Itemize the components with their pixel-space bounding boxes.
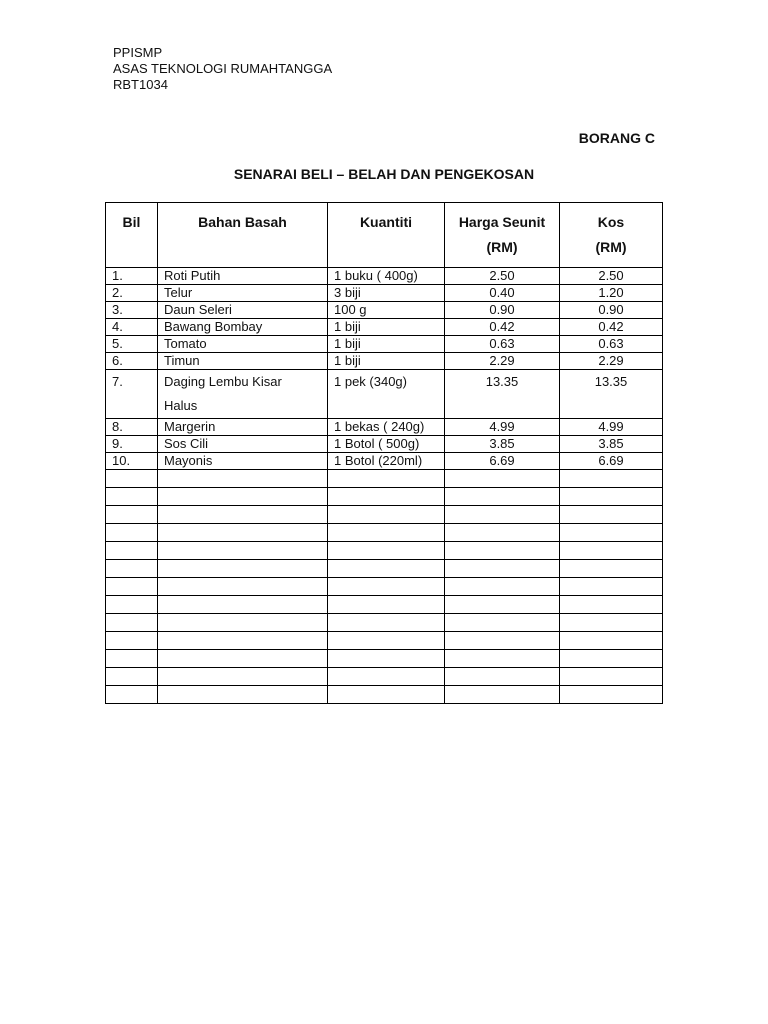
empty-cell — [158, 596, 328, 614]
empty-cell — [445, 686, 560, 704]
table-row — [106, 370, 663, 419]
cell-bahan: Daging Lembu Kisar Halus — [158, 370, 328, 419]
empty-table-row — [106, 668, 663, 686]
cell-kos: 1.20 — [560, 285, 663, 302]
empty-cell — [445, 524, 560, 542]
empty-cell — [158, 632, 328, 650]
cell-bil: 5. — [106, 336, 158, 353]
empty-cell — [328, 686, 445, 704]
cell-harga: 2.29 — [445, 353, 560, 370]
empty-table-row — [106, 632, 663, 650]
cell-bahan: Sos Cili — [158, 436, 328, 453]
empty-cell — [328, 524, 445, 542]
column-header-kuantiti: Kuantiti — [328, 203, 445, 268]
table-row — [106, 353, 663, 370]
document-header — [113, 45, 332, 93]
empty-cell — [158, 650, 328, 668]
cell-kuantiti: 1 biji — [328, 353, 445, 370]
cell-bil: 9. — [106, 436, 158, 453]
empty-cell — [106, 578, 158, 596]
empty-cell — [445, 596, 560, 614]
column-header-kos: Kos (RM) — [560, 203, 663, 268]
empty-cell — [158, 668, 328, 686]
table-row — [106, 336, 663, 353]
cell-kos: 13.35 — [560, 370, 663, 419]
cell-kos: 2.50 — [560, 268, 663, 285]
empty-cell — [106, 650, 158, 668]
column-header-bahan: Bahan Basah — [158, 203, 328, 268]
empty-cell — [106, 632, 158, 650]
empty-cell — [106, 686, 158, 704]
empty-cell — [106, 614, 158, 632]
cell-harga: 4.99 — [445, 419, 560, 436]
cell-harga: 0.90 — [445, 302, 560, 319]
cell-bil: 8. — [106, 419, 158, 436]
empty-cell — [560, 470, 663, 488]
cell-bahan: Daun Seleri — [158, 302, 328, 319]
table-row — [106, 453, 663, 470]
empty-cell — [158, 542, 328, 560]
cell-kuantiti: 1 buku ( 400g) — [328, 268, 445, 285]
empty-cell — [560, 596, 663, 614]
empty-table-row — [106, 560, 663, 578]
form-label: BORANG C — [578, 130, 655, 146]
cell-bil: 2. — [106, 285, 158, 302]
empty-cell — [158, 488, 328, 506]
cell-harga: 0.42 — [445, 319, 560, 336]
page-title: SENARAI BELI – BELAH DAN PENGEKOSAN — [233, 166, 535, 182]
cell-kuantiti: 1 biji — [328, 319, 445, 336]
empty-cell — [106, 488, 158, 506]
empty-table-row — [106, 488, 663, 506]
empty-cell — [445, 542, 560, 560]
empty-cell — [445, 650, 560, 668]
table-row — [106, 268, 663, 285]
empty-cell — [560, 668, 663, 686]
cell-bahan: Mayonis — [158, 453, 328, 470]
empty-cell — [560, 578, 663, 596]
empty-cell — [328, 470, 445, 488]
empty-cell — [328, 632, 445, 650]
empty-cell — [560, 614, 663, 632]
empty-table-row — [106, 596, 663, 614]
empty-cell — [328, 668, 445, 686]
harga-unit: (RM) — [486, 239, 518, 255]
cell-kos: 4.99 — [560, 419, 663, 436]
empty-cell — [158, 578, 328, 596]
cell-kos: 0.90 — [560, 302, 663, 319]
cell-bahan: Telur — [158, 285, 328, 302]
empty-cell — [445, 632, 560, 650]
empty-cell — [445, 506, 560, 524]
empty-cell — [445, 578, 560, 596]
empty-cell — [106, 542, 158, 560]
cell-bil: 3. — [106, 302, 158, 319]
empty-cell — [328, 578, 445, 596]
empty-cell — [328, 542, 445, 560]
empty-cell — [158, 560, 328, 578]
cell-bil: 10. — [106, 453, 158, 470]
cell-kos: 6.69 — [560, 453, 663, 470]
empty-cell — [445, 614, 560, 632]
cell-kuantiti: 3 biji — [328, 285, 445, 302]
empty-cell — [106, 506, 158, 524]
empty-cell — [106, 596, 158, 614]
empty-cell — [560, 506, 663, 524]
cell-harga: 2.50 — [445, 268, 560, 285]
table-row — [106, 285, 663, 302]
empty-cell — [328, 614, 445, 632]
empty-table-row — [106, 578, 663, 596]
empty-cell — [158, 686, 328, 704]
empty-cell — [328, 488, 445, 506]
shopping-list-table — [105, 202, 663, 704]
empty-cell — [445, 470, 560, 488]
table-row — [106, 319, 663, 336]
empty-cell — [328, 596, 445, 614]
cell-kuantiti: 1 biji — [328, 336, 445, 353]
empty-table-row — [106, 524, 663, 542]
empty-table-row — [106, 686, 663, 704]
empty-cell — [445, 668, 560, 686]
cell-bil: 4. — [106, 319, 158, 336]
cell-bil: 1. — [106, 268, 158, 285]
cell-harga: 6.69 — [445, 453, 560, 470]
cell-harga: 13.35 — [445, 370, 560, 419]
empty-cell — [560, 632, 663, 650]
cell-harga: 3.85 — [445, 436, 560, 453]
empty-cell — [560, 488, 663, 506]
cell-kuantiti: 100 g — [328, 302, 445, 319]
empty-cell — [328, 560, 445, 578]
empty-cell — [106, 668, 158, 686]
empty-cell — [158, 470, 328, 488]
table-row — [106, 419, 663, 436]
cell-bahan: Tomato — [158, 336, 328, 353]
cell-kos: 2.29 — [560, 353, 663, 370]
empty-cell — [560, 686, 663, 704]
empty-cell — [328, 506, 445, 524]
empty-table-row — [106, 506, 663, 524]
empty-cell — [158, 524, 328, 542]
empty-cell — [445, 488, 560, 506]
cell-bahan: Roti Putih — [158, 268, 328, 285]
column-header-harga: Harga Seunit (RM) — [445, 203, 560, 268]
cell-harga: 0.40 — [445, 285, 560, 302]
cell-bahan: Bawang Bombay — [158, 319, 328, 336]
cell-bil: 6. — [106, 353, 158, 370]
cell-kos: 0.63 — [560, 336, 663, 353]
course-code: RBT1034 — [113, 77, 168, 92]
cell-kuantiti: 1 Botol ( 500g) — [328, 436, 445, 453]
empty-cell — [560, 560, 663, 578]
empty-table-row — [106, 650, 663, 668]
course-name: ASAS TEKNOLOGI RUMAHTANGGA — [113, 61, 333, 76]
cell-kos: 0.42 — [560, 319, 663, 336]
empty-cell — [445, 560, 560, 578]
cell-kuantiti: 1 pek (340g) — [328, 370, 445, 419]
empty-table-row — [106, 542, 663, 560]
empty-table-row — [106, 614, 663, 632]
empty-cell — [328, 650, 445, 668]
empty-cell — [560, 524, 663, 542]
empty-cell — [106, 524, 158, 542]
empty-cell — [560, 542, 663, 560]
empty-cell — [106, 560, 158, 578]
cell-bil: 7. — [106, 370, 158, 419]
table-row — [106, 302, 663, 319]
cell-kuantiti: 1 bekas ( 240g) — [328, 419, 445, 436]
column-header-bil: Bil — [106, 203, 158, 268]
table-row — [106, 436, 663, 453]
cell-bahan: Timun — [158, 353, 328, 370]
cell-kos: 3.85 — [560, 436, 663, 453]
cell-harga: 0.63 — [445, 336, 560, 353]
empty-cell — [158, 614, 328, 632]
empty-cell — [560, 650, 663, 668]
table-header-row — [106, 203, 663, 268]
table-body — [106, 268, 663, 704]
institution-label: PPISMP — [113, 45, 163, 60]
empty-cell — [158, 506, 328, 524]
empty-table-row — [106, 470, 663, 488]
empty-cell — [106, 470, 158, 488]
cell-kuantiti: 1 Botol (220ml) — [328, 453, 445, 470]
cell-bahan: Margerin — [158, 419, 328, 436]
kos-unit: (RM) — [595, 239, 627, 255]
